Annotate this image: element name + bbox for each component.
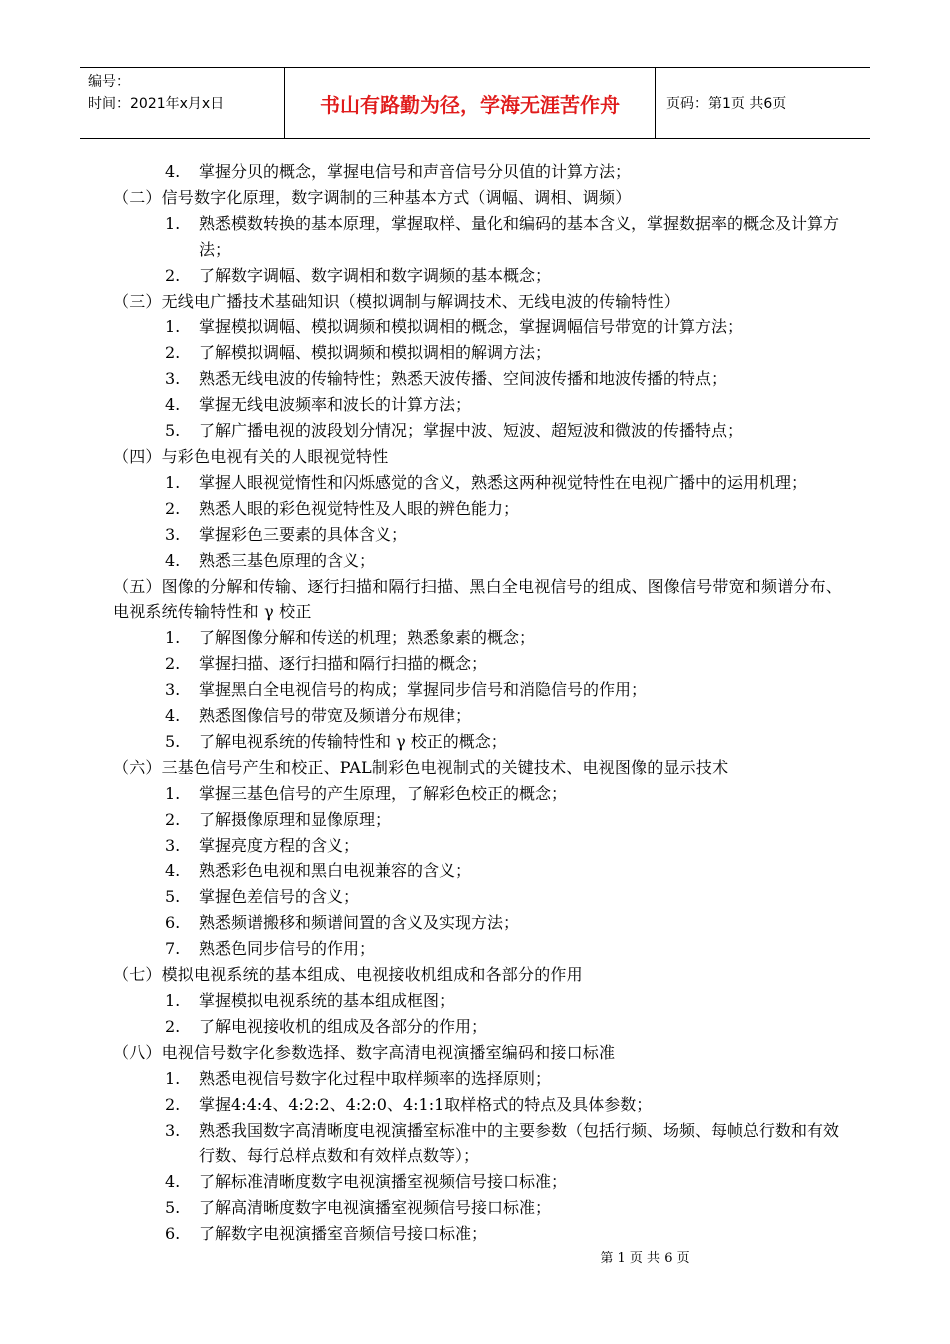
section-heading: （八）电视信号数字化参数选择、数字高清电视演播室编码和接口标准	[113, 1042, 616, 1062]
section-heading: （五）图像的分解和传输、逐行扫描和隔行扫描、黑白全电视信号的组成、图像信号带宽和频谱分布、电视系统传输特性和 γ 校正	[113, 576, 843, 622]
list-item	[113, 1066, 848, 1092]
section-heading: （四）与彩色电视有关的人眼视觉特性	[113, 446, 389, 466]
list-item-text: 掌握4:4:4、4:2:2、4:2:0、4:1:1取样格式的特点及具体参数；	[199, 1094, 653, 1114]
list-item-number: 2.	[165, 498, 181, 518]
list-item-text: 熟悉人眼的彩色视觉特性及人眼的辨色能力；	[199, 498, 520, 518]
list-item	[113, 677, 848, 703]
list-item-text: 熟悉我国数字高清晰度电视演播室标准中的主要参数（包括行频、场频、每帧总行数和有效行数、每行总样点数和有效样点数等）；	[199, 1120, 840, 1166]
list-item-text: 了解标准清晰度数字电视演播室视频信号接口标准；	[199, 1172, 568, 1192]
list-item-text: 熟悉电视信号数字化过程中取样频率的选择原则；	[199, 1068, 552, 1088]
list-item-number: 3.	[165, 524, 181, 544]
list-item-number: 4.	[165, 706, 181, 726]
list-item	[113, 263, 848, 289]
list-item-text: 熟悉彩色电视和黑白电视兼容的含义；	[199, 861, 472, 881]
list-item-text: 了解数字调幅、数字调相和数字调频的基本概念；	[199, 265, 552, 285]
list-item	[113, 366, 848, 392]
list-item-number: 4.	[165, 395, 181, 415]
list-item	[113, 392, 848, 418]
list-item-number: 6.	[165, 1224, 181, 1244]
list-item-number: 3.	[165, 1120, 181, 1140]
list-item	[113, 988, 848, 1014]
list-item-text: 掌握无线电波频率和波长的计算方法；	[199, 395, 472, 415]
list-item-number: 7.	[165, 939, 181, 959]
list-item-number: 5.	[165, 887, 181, 907]
list-item-number: 1.	[165, 783, 181, 803]
document-number-label: 编号：	[88, 74, 130, 90]
list-item-number: 2.	[165, 265, 181, 285]
list-item-text: 熟悉频谱搬移和频谱间置的含义及实现方法；	[199, 913, 520, 933]
section-heading: （六）三基色信号产生和校正、PAL制彩色电视制式的关键技术、电视图像的显示技术	[113, 757, 729, 777]
list-item-text: 熟悉三基色原理的含义；	[199, 550, 376, 570]
list-item	[113, 884, 848, 910]
list-item	[113, 418, 848, 444]
page-footer: 第 1 页 共 6 页	[600, 1251, 690, 1266]
list-item-number: 2.	[165, 654, 181, 674]
list-item	[113, 807, 848, 833]
list-item-number: 4.	[165, 550, 181, 570]
list-item	[113, 1169, 848, 1195]
list-item-text: 掌握彩色三要素的具体含义；	[199, 524, 408, 544]
list-item-text: 掌握人眼视觉惰性和闪烁感觉的含义，熟悉这两种视觉特性在电视广播中的运用机理；	[199, 472, 808, 492]
header-motto: 书山有路勤为径，学海无涯苦作舟	[284, 68, 656, 138]
list-item	[113, 651, 848, 677]
list-item	[113, 858, 848, 884]
section-heading: （七）模拟电视系统的基本组成、电视接收机组成和各部分的作用	[113, 965, 583, 985]
list-item-text: 了解数字电视演播室音频信号接口标准；	[199, 1224, 488, 1244]
list-item-number: 3.	[165, 369, 181, 389]
section-heading: （三）无线电广播技术基础知识（模拟调制与解调技术、无线电波的传输特性）	[113, 291, 681, 311]
list-item-text: 掌握分贝的概念，掌握电信号和声音信号分贝值的计算方法；	[199, 162, 632, 181]
list-item-number: 2.	[165, 1094, 181, 1114]
document-time-label: 时间：2021年x月x日	[88, 96, 225, 112]
list-item-number: 4.	[165, 162, 181, 181]
list-item	[113, 1118, 848, 1170]
list-item-number: 2.	[165, 343, 181, 363]
list-item-number: 4.	[165, 1172, 181, 1192]
list-item-number: 6.	[165, 913, 181, 933]
list-item-number: 2.	[165, 809, 181, 829]
list-item-text: 熟悉无线电波的传输特性；熟悉天波传播、空间波传播和地波传播的特点；	[199, 369, 728, 389]
list-item	[113, 340, 848, 366]
list-item-text: 掌握黑白全电视信号的构成；掌握同步信号和消隐信号的作用；	[199, 680, 648, 700]
list-item-text: 掌握色差信号的含义；	[199, 887, 360, 907]
list-item-text: 了解广播电视的波段划分情况；掌握中波、短波、超短波和微波的传播特点；	[199, 421, 744, 441]
list-item-number: 5.	[165, 731, 181, 751]
list-item	[113, 211, 848, 263]
list-item-number: 4.	[165, 861, 181, 881]
list-item-text: 掌握模拟电视系统的基本组成框图；	[199, 991, 456, 1010]
list-item-text: 掌握扫描、逐行扫描和隔行扫描的概念；	[199, 654, 488, 674]
list-item-text: 掌握三基色信号的产生原理，了解彩色校正的概念；	[199, 783, 568, 803]
list-item	[113, 522, 848, 548]
list-item-text: 熟悉色同步信号的作用；	[199, 939, 376, 959]
list-item-number: 1.	[165, 317, 181, 337]
list-item-number: 5.	[165, 421, 181, 441]
list-item-number: 1.	[165, 472, 181, 492]
list-item	[113, 729, 848, 755]
list-item	[113, 1221, 848, 1247]
list-item	[113, 910, 848, 936]
list-item-number: 1.	[165, 213, 181, 233]
list-item	[113, 1014, 848, 1040]
list-item	[113, 703, 848, 729]
list-item-number: 2.	[165, 1016, 181, 1036]
list-item-number: 3.	[165, 680, 181, 700]
page-header	[80, 67, 870, 139]
list-item-number: 1.	[165, 991, 181, 1010]
list-item-text: 熟悉图像信号的带宽及频谱分布规律；	[199, 706, 472, 726]
list-item	[113, 496, 848, 522]
list-item-text: 了解图像分解和传送的机理；熟悉象素的概念；	[199, 628, 536, 648]
list-item-number: 1.	[165, 628, 181, 648]
list-item-number: 5.	[165, 1198, 181, 1218]
list-item	[113, 1092, 848, 1118]
list-item-text: 了解电视系统的传输特性和 γ 校正的概念；	[199, 731, 507, 751]
list-item-number: 1.	[165, 1068, 181, 1088]
list-item-text: 熟悉模数转换的基本原理，掌握取样、量化和编码的基本含义，掌握数据率的概念及计算方法；	[199, 213, 840, 259]
list-item	[113, 625, 848, 651]
list-item-text: 了解模拟调幅、模拟调频和模拟调相的解调方法；	[199, 343, 552, 363]
list-item	[113, 1195, 848, 1221]
header-page-number: 页码：第1页 共6页	[666, 96, 787, 112]
list-item-number: 3.	[165, 835, 181, 855]
header-info	[80, 68, 284, 138]
list-item	[113, 781, 848, 807]
list-item	[113, 548, 848, 574]
list-item-text: 掌握模拟调幅、模拟调频和模拟调相的概念，掌握调幅信号带宽的计算方法；	[199, 317, 744, 337]
section-heading: （二）信号数字化原理，数字调制的三种基本方式（调幅、调相、调频）	[113, 187, 632, 207]
list-item-text: 了解电视接收机的组成及各部分的作用；	[199, 1016, 488, 1036]
list-item-text: 了解高清晰度数字电视演播室视频信号接口标准；	[199, 1198, 552, 1218]
document-body	[113, 159, 848, 1247]
list-item	[113, 936, 848, 962]
list-item	[113, 314, 848, 340]
list-item-text: 了解摄像原理和显像原理；	[199, 809, 392, 829]
list-item	[113, 470, 848, 496]
list-item	[113, 833, 848, 859]
list-item-text: 掌握亮度方程的含义；	[199, 835, 360, 855]
list-item	[113, 159, 848, 185]
